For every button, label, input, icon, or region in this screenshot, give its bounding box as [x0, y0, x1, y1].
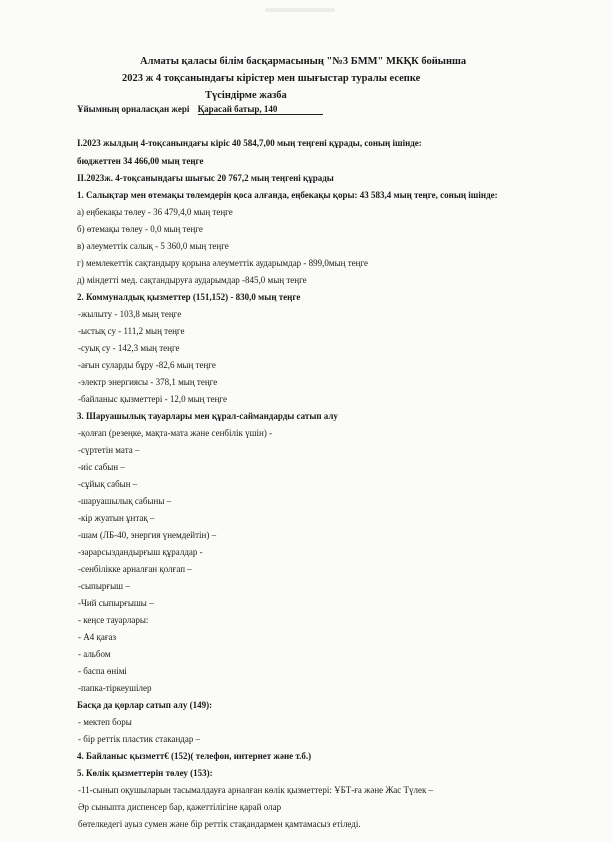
goods-item: - А4 қағаз — [78, 632, 117, 642]
goods-item: -шаруашылық сабыны – — [78, 496, 172, 506]
goods-item: -иіс сабын – — [78, 462, 125, 472]
goods-item: -сенбілікке арналған қолғап – — [78, 564, 192, 574]
transport-line: -11-сынып оқушыларын тасымалдауға арналған көлік қызметтері: ҰБТ-ға және Жас Түлек – — [78, 785, 434, 795]
other-item: - бір реттік пластик стакандар – — [78, 734, 201, 744]
goods-heading: 3. Шаруашылық тауарлары мен құрал-саймандарды сатып алу — [77, 411, 338, 421]
salary-item: д) міндетті мед. сақтандыруға аударымдар -845,0 мың теңге — [77, 275, 307, 285]
goods-item: - альбом — [78, 649, 111, 659]
communal-heading: 2. Коммуналдық қызметтер (151,152) - 830,0 мың теңге — [77, 292, 301, 302]
address-label: Ұйымның орналасқан жері — [77, 104, 190, 114]
salary-item: б) өтемақы төлеу - 0,0 мың теңге — [77, 224, 203, 234]
communal-item: -жылыту - 103,8 мың теңге — [78, 309, 182, 319]
communal-item: -байланыс қызметтері - 12,0 мың теңге — [78, 394, 227, 404]
salary-item: а) еңбекақы төлеу - 36 479,4,0 мың теңге — [77, 207, 233, 217]
communal-item: -ыстық су - 111,2 мың теңге — [78, 326, 185, 336]
income-line-1: I.2023 жылдың 4-тоқсанындағы кіріс 40 584,7,00 мың теңгені құрады, соның ішінде: — [77, 138, 422, 148]
other-item: - мектеп боры — [78, 717, 132, 727]
salary-item: в) әлеуметтік салық - 5 360,0 мың теңге — [77, 241, 229, 251]
title-line-3: Түсіндірме жазба — [205, 90, 287, 101]
other-heading: Басқа да қорлар сатып алу (149): — [77, 700, 213, 710]
communal-item: -ағын суларды бұру -82,6 мың теңге — [78, 360, 216, 370]
goods-item: -зарарсыздандырғыш құралдар - — [78, 547, 203, 557]
goods-item: - кеңсе тауарлары: — [78, 615, 149, 625]
goods-item: - баспа өнімі — [78, 666, 127, 676]
communal-item: -электр энергиясы - 378,1 мың теңге — [78, 377, 218, 387]
title-line-1: Алматы қаласы білім басқармасының "№3 БММ" МКҚК бойынша — [140, 56, 467, 67]
transport-line: бөтелкедегі ауыз сумен және бір реттік стақандармен қамтамасыз етіледі. — [78, 819, 361, 829]
salary-item: г) мемлекеттік сақтандыру қорына әлеуметтік аударымдар - 899,0мың теңге — [77, 258, 369, 268]
goods-item: -сұйық сабын – — [78, 479, 138, 489]
address-line — [77, 104, 323, 115]
communal-item: -суық су - 142,3 мың теңге — [78, 343, 180, 353]
address-value: Қарасай батыр, 140 — [198, 104, 324, 115]
communication-heading: 4. Байланыс қызметт€ (152)( телефон, интернет және т.б.) — [77, 751, 312, 761]
transport-heading: 5. Көлік қызметтерін төлеу (153): — [77, 768, 213, 778]
goods-item: -папка-тіркеушілер — [78, 683, 152, 693]
expense-heading: II.2023ж. 4-тоқсанындағы шығыс 20 767,2 мың теңгені құрады — [77, 173, 334, 183]
goods-item: -Чий сыпырғышы – — [78, 598, 154, 608]
goods-item: -қолғап (резеңке, мақта-мата және сенбілік үшін) - — [78, 428, 273, 438]
goods-item: -шам (ЛБ-40, энергия үнемдейтін) – — [78, 530, 217, 540]
goods-item: -кір жуатын ұнтақ – — [78, 513, 155, 523]
income-line-2: бюджеттен 34 466,00 мың теңге — [77, 156, 204, 166]
goods-item: -сүртетін мата – — [78, 445, 140, 455]
salary-heading: 1. Салықтар мен өтемақы төлемдерін қоса алғанда, еңбекақы қоры: 43 583,4 мың теңге, соның ішінде: — [77, 190, 498, 200]
title-line-2: 2023 ж 4 тоқсанындағы кірістер мен шығыстар туралы есепке — [122, 73, 421, 84]
scan-artifact — [265, 8, 335, 12]
transport-line: Әр сыныпта диспенсер бар, қажеттілігіне қарай олар — [78, 802, 282, 812]
goods-item: -сыпырғыш – — [78, 581, 130, 591]
